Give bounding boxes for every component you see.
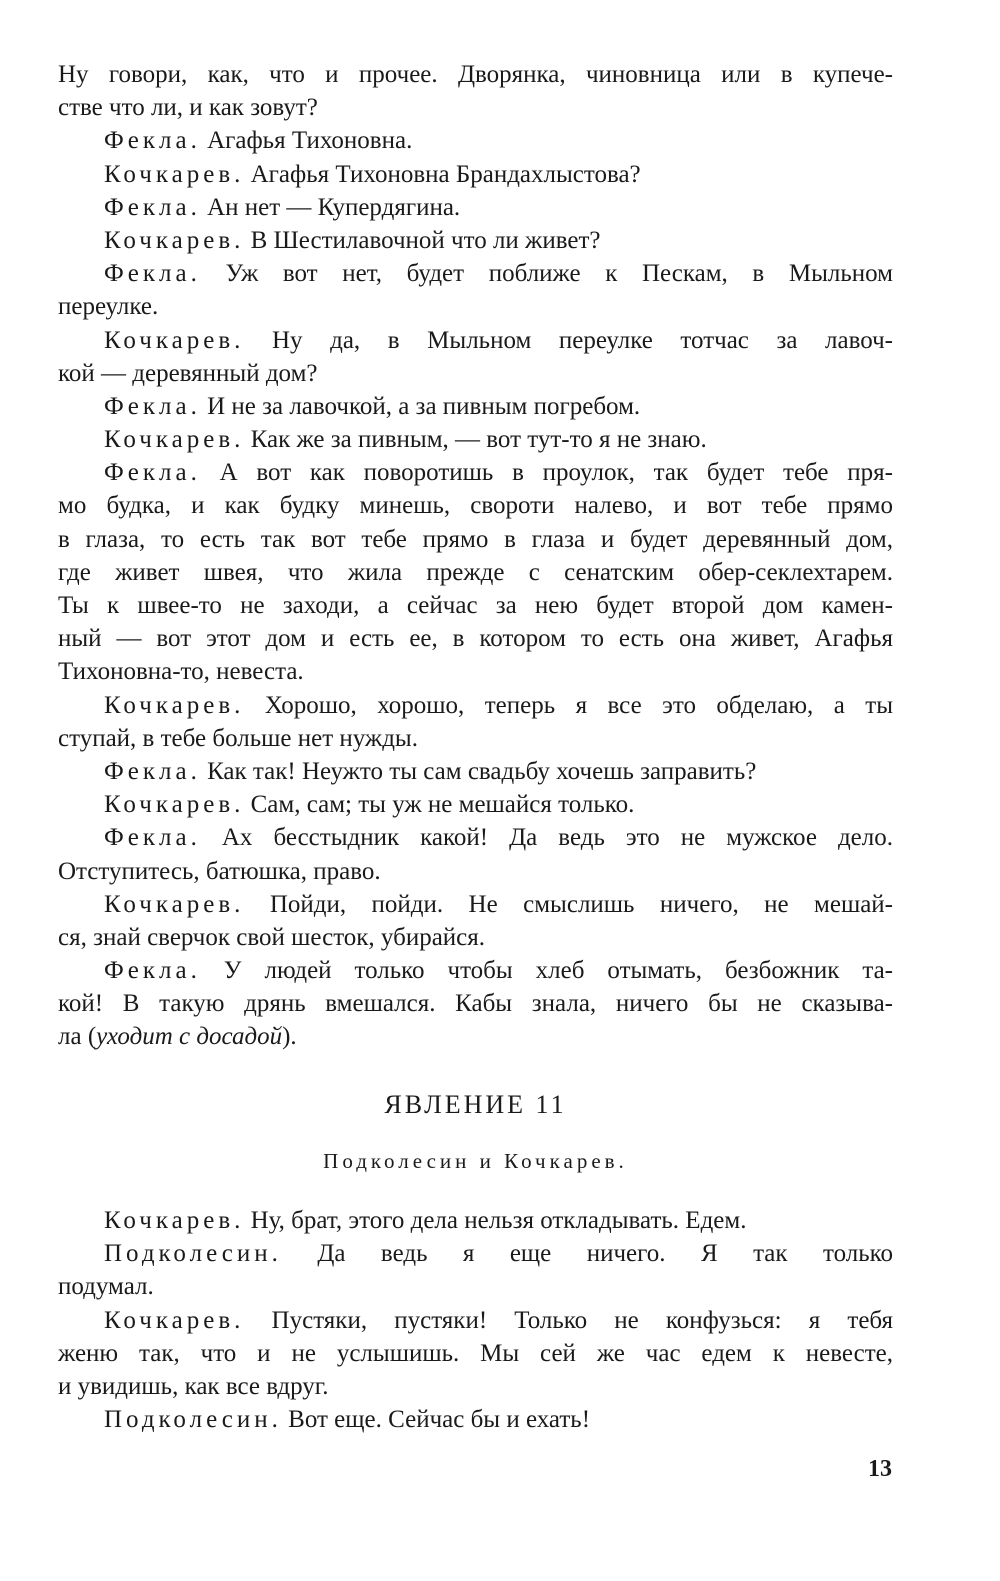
line-text: ся, знай сверчок свой шесток, убирайся.	[58, 923, 486, 951]
speaker-name: Кочкарев.	[104, 890, 245, 918]
line-text: Вот еще. Сейчас бы и ехать!	[288, 1406, 591, 1434]
scene-heading: ЯВЛЕНИЕ 11	[384, 1089, 567, 1119]
dialogue-paragraph	[58, 191, 893, 224]
text-line	[58, 91, 893, 124]
text-line	[58, 1304, 893, 1337]
text-line	[58, 556, 893, 589]
line-text: Отступитесь, батюшка, право.	[58, 857, 381, 885]
line-text: в глаза, то есть так вот тебе прямо в глаза и будет деревянный дом,	[58, 525, 893, 553]
dialogue-paragraph	[58, 1403, 893, 1436]
line-text: где живет швея, что жила прежде с сенатским обер-секлехтарем.	[58, 558, 893, 586]
text-line	[58, 257, 893, 290]
line-text: И не за лавочкой, а за пивным погребом.	[207, 392, 641, 420]
speaker-name: Кочкарев.	[104, 226, 245, 254]
text-line	[58, 921, 893, 954]
speaker-name: Кочкарев.	[104, 1306, 245, 1334]
dialogue-paragraph	[58, 1204, 893, 1237]
dialogue-paragraph	[58, 755, 893, 788]
dialogue-paragraph	[58, 888, 893, 954]
text-line	[58, 523, 893, 556]
dialogue-paragraph	[58, 954, 893, 1054]
text-line	[58, 987, 893, 1020]
line-text: Ан нет — Купердягина.	[207, 193, 461, 221]
line-text: Пустяки, пустяки! Только не конфузься: я тебя	[271, 1306, 894, 1334]
speaker-name: Кочкарев.	[104, 160, 245, 188]
text-line	[58, 788, 893, 821]
line-text: кой! В такую дрянь вмешался. Кабы знала, ничего бы не сказыва-	[58, 990, 893, 1018]
line-text: Да ведь я еще ничего. Я так только	[317, 1240, 893, 1268]
dialogue-paragraph	[58, 158, 893, 191]
text-line	[58, 423, 893, 456]
line-text: ный — вот этот дом и есть ее, в котором то есть она живет, Агафья	[58, 625, 893, 653]
page-text	[58, 58, 893, 1436]
speaker-name: Фекла.	[104, 459, 201, 487]
text-line	[58, 622, 893, 655]
speaker-name: Кочкарев.	[104, 1207, 245, 1234]
line-text: Как же за пивным, — вот тут-то я не знаю.	[250, 426, 707, 454]
text-line	[58, 191, 893, 224]
speaker-name: Кочкарев.	[104, 326, 245, 354]
text-line	[58, 158, 893, 191]
text-line	[58, 456, 893, 489]
speaker-name: Кочкарев.	[104, 691, 245, 719]
text-line	[58, 224, 893, 257]
speaker-name: Фекла.	[104, 957, 201, 985]
line-text: Ну да, в Мыльном переулке тотчас за лавоч-	[271, 326, 893, 354]
line-text: В Шестилавочной что ли живет?	[250, 226, 601, 254]
line-text: ла (	[58, 1023, 97, 1051]
text-line	[58, 1270, 893, 1303]
line-text: Уж вот нет, будет поближе к Пескам, в Мыльном	[225, 260, 893, 288]
line-text: Ты к швее-то не заходи, а сейчас за нею будет второй дом камен-	[58, 592, 893, 619]
text-line	[58, 1020, 893, 1053]
text-line	[58, 722, 893, 755]
dialogue-paragraph	[58, 124, 893, 157]
line-text: Тихоновна-то, невеста.	[58, 658, 304, 686]
stage-direction: уходит с досадой	[96, 1023, 283, 1051]
speaker-name: Кочкарев.	[104, 791, 245, 819]
dialogue-paragraph	[58, 58, 893, 124]
line-text: и увидишь, как все вдруг.	[58, 1372, 329, 1400]
line-text: ).	[282, 1023, 297, 1051]
text-line	[58, 1370, 893, 1403]
text-line	[58, 357, 893, 390]
speaker-name: Фекла.	[104, 260, 201, 288]
dialogue-paragraph	[58, 689, 893, 755]
text-line	[58, 489, 893, 522]
scene-characters: Подколесин и Кочкарев.	[323, 1148, 628, 1173]
line-text: Ну, брат, этого дела нельзя откладывать. Едем.	[250, 1207, 747, 1234]
speaker-name: Подколесин.	[104, 1406, 282, 1434]
text-line	[58, 1403, 893, 1436]
line-text: Агафья Тихоновна Брандахлыстова?	[250, 160, 641, 188]
dialogue-paragraph	[58, 257, 893, 323]
speaker-name: Фекла.	[104, 824, 201, 852]
line-text: Как так! Неужто ты сам свадьбу хочешь заправить?	[207, 757, 757, 785]
line-text: ступай, в тебе больше нет нужды.	[58, 724, 418, 752]
line-text: переулке.	[58, 293, 159, 321]
dialogue-paragraph	[58, 456, 893, 688]
text-line	[58, 655, 893, 688]
speaker-name: Кочкарев.	[104, 426, 245, 454]
speaker-name: Фекла.	[104, 392, 201, 420]
dialogue-paragraph	[58, 821, 893, 887]
line-text: Хорошо, хорошо, теперь я все это обделаю, а ты	[264, 691, 894, 719]
dialogue-paragraph	[58, 1304, 893, 1404]
dialogue-paragraph	[58, 788, 893, 821]
line-text: Ах бесстыдник какой! Да ведь это не мужское дело.	[221, 824, 894, 852]
line-text: мо будка, и как будку минешь, свороти налево, и вот тебе прямо	[58, 492, 893, 520]
text-line	[58, 58, 893, 91]
page-number: 13	[868, 1456, 892, 1482]
line-text: Агафья Тихоновна.	[207, 127, 413, 155]
text-line	[58, 324, 893, 357]
text-line	[58, 124, 893, 157]
text-line	[58, 855, 893, 888]
text-line	[58, 954, 893, 987]
dialogue-paragraph	[58, 1237, 893, 1303]
text-line	[58, 689, 893, 722]
text-line	[58, 1337, 893, 1370]
line-text: А вот как поворотишь в проулок, так будет тебе пря-	[219, 459, 893, 487]
text-line	[58, 821, 893, 854]
speaker-name: Фекла.	[104, 127, 201, 155]
line-text: подумал.	[58, 1273, 154, 1301]
speaker-name: Фекла.	[104, 757, 201, 785]
line-text: женю так, что и не услышишь. Мы сей же час едем к невесте,	[58, 1339, 893, 1367]
dialogue-part-2	[58, 1204, 893, 1436]
text-line	[58, 1204, 893, 1237]
line-text: Пойди, пойди. Не смыслишь ничего, не мешай-	[269, 890, 894, 918]
text-line	[58, 888, 893, 921]
text-line	[58, 1237, 893, 1270]
dialogue-paragraph	[58, 423, 893, 456]
dialogue-paragraph	[58, 324, 893, 390]
text-line	[58, 390, 893, 423]
dialogue-paragraph	[58, 224, 893, 257]
line-text: Ну говори, как, что и прочее. Дворянка, чиновница или в купече-	[58, 61, 893, 88]
dialogue-part-1	[58, 58, 893, 1054]
line-text: стве что ли, и как зовут?	[58, 94, 318, 122]
text-line	[58, 290, 893, 323]
line-text: кой — деревянный дом?	[58, 359, 318, 387]
speaker-name: Фекла.	[104, 193, 201, 221]
text-line	[58, 755, 893, 788]
line-text: Сам, сам; ты уж не мешайся только.	[250, 791, 635, 819]
line-text: У людей только чтобы хлеб отымать, безбожник та-	[223, 957, 893, 985]
text-line	[58, 589, 893, 622]
speaker-name: Подколесин.	[104, 1240, 282, 1268]
dialogue-paragraph	[58, 390, 893, 423]
